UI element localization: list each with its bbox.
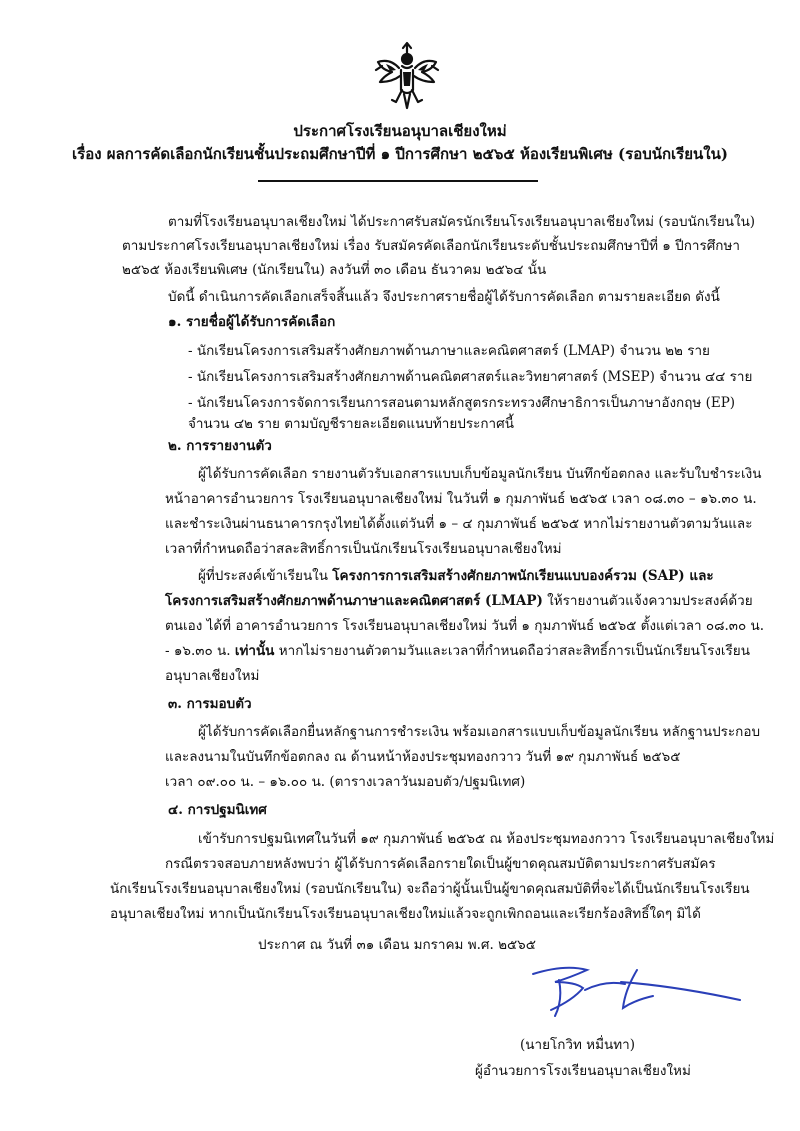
intro-line: ตามประกาศโรงเรียนอนุบาลเชียงใหม่ เรื่อง รับสมัครคัดเลือกนักเรียนระดับชั้นประถมศึกษาปีที่ ๑ ปีการศึกษา [122,238,740,254]
document-subject: เรื่อง ผลการคัดเลือกนักเรียนชั้นประถมศึกษาปีที่ ๑ ปีการศึกษา ๒๕๖๕ ห้องเรียนพิเศษ (รอบนักเรียนใน) [72,145,728,163]
body-line [198,566,714,586]
list-item: - นักเรียนโครงการจัดการเรียนการสอนตามหลักสูตรกระทรวงศึกษาธิการเป็นภาษาอังกฤษ (EP) [188,395,736,411]
body-text: - ๑๖.๓๐ น. [165,643,235,659]
section-heading: ๒. การรายงานตัว [168,438,272,454]
body-line: และลงนามในบันทึกข้อตกลง ณ ด้านหน้าห้องประชุมทองกวาว วันที่ ๑๙ กุมภาพันธ์ ๒๕๖๕ [165,749,681,765]
intro-line: ๒๕๖๕ ห้องเรียนพิเศษ (นักเรียนใน) ลงวันที่ ๓๐ เดือน ธันวาคม ๒๕๖๔ นั้น [122,262,547,278]
title-divider [258,180,538,182]
list-item: - นักเรียนโครงการเสริมสร้างศักยภาพด้านภาษาและคณิตศาสตร์ (LMAP) จำนวน ๒๒ ราย [188,343,710,359]
body-line: หน้าอาคารอำนวยการ โรงเรียนอนุบาลเชียงใหม่ ในวันที่ ๑ กุมภาพันธ์ ๒๕๖๕ เวลา ๐๘.๓๐ – ๑๖.๓๐ น. [165,491,757,507]
garuda-emblem-icon [372,40,442,112]
announcement-date: ประกาศ ณ วันที่ ๓๑ เดือน มกราคม พ.ศ. ๒๕๖๕ [258,937,536,953]
body-line: กรณีตรวจสอบภายหลังพบว่า ผู้ได้รับการคัดเลือกรายใดเป็นผู้ขาดคุณสมบัติตามประกาศรับสมัคร [165,856,716,872]
body-line [165,641,750,661]
body-line: และชำระเงินผ่านธนาคารกรุงไทยได้ตั้งแต่วันที่ ๑ – ๔ กุมภาพันธ์ ๒๕๖๕ หากไม่รายงานตัวตามวันและ [165,516,753,532]
bold-text: โครงการเสริมสร้างศักยภาพด้านภาษาและคณิตศาสตร์ (LMAP) [165,593,543,609]
body-line: ผู้ได้รับการคัดเลือก รายงานตัวรับเอกสารแบบเก็บข้อมูลนักเรียน บันทึกข้อตกลง และรับใบชำระเงิน [198,466,762,482]
document-title: ประกาศโรงเรียนอนุบาลเชียงใหม่ [293,122,507,140]
section-heading: ๔. การปฐมนิเทศ [168,802,267,818]
section-heading: ๓. การมอบตัว [168,696,252,712]
bold-text: โครงการการเสริมสร้างศักยภาพนักเรียนแบบองค์รวม (SAP) และ [332,568,714,584]
body-text: ผู้ที่ประสงค์เข้าเรียนใน [198,568,333,584]
signer-name: (นายโกวิท หมื่นทา) [520,1037,635,1053]
body-line [165,591,753,611]
body-line: เวลาที่กำหนดถือว่าสละสิทธิ์การเป็นนักเรียนโรงเรียนอนุบาลเชียงใหม่ [165,541,562,557]
list-item: - นักเรียนโครงการเสริมสร้างศักยภาพด้านคณิตศาสตร์และวิทยาศาสตร์ (MSEP) จำนวน ๔๔ ราย [188,369,753,385]
body-line: ผู้ได้รับการคัดเลือกยื่นหลักฐานการชำระเงิน พร้อมเอกสารแบบเก็บข้อมูลนักเรียน หลักฐานประกอบ [198,724,761,740]
section-heading: ๑. รายชื่อผู้ได้รับการคัดเลือก [168,314,336,330]
body-line: อนุบาลเชียงใหม่ [165,668,260,684]
body-line: นักเรียนโรงเรียนอนุบาลเชียงใหม่ (รอบนักเรียนใน) จะถือว่าผู้นั้นเป็นผู้ขาดคุณสมบัติที่จะได้เป็นนักเรียนโรงเรียน [110,881,750,897]
intro-line: ตามที่โรงเรียนอนุบาลเชียงใหม่ ได้ประกาศรับสมัครนักเรียนโรงเรียนอนุบาลเชียงใหม่ (รอบนักเรียนใน) [168,214,756,230]
signer-position: ผู้อำนวยการโรงเรียนอนุบาลเชียงใหม่ [475,1063,691,1079]
body-line: เข้ารับการปฐมนิเทศในวันที่ ๑๙ กุมภาพันธ์ ๒๕๖๕ ณ ห้องประชุมทองกวาว โรงเรียนอนุบาลเชียงใหม่ [198,831,775,847]
body-line: อนุบาลเชียงใหม่ หากเป็นนักเรียนโรงเรียนอนุบาลเชียงใหม่แล้วจะถูกเพิกถอนและเรียกร้องสิทธิ์ใดๆ มิได้ [110,906,701,922]
bold-text: เท่านั้น [234,643,275,659]
body-text: ให้รายงานตัวแจ้งความประสงค์ด้วย [542,593,753,609]
signature-mark [525,960,765,1020]
list-item: จำนวน ๔๒ ราย ตามบัญชีรายละเอียดแนบท้ายประกาศนี้ [188,416,514,432]
body-line: ตนเอง ได้ที่ อาคารอำนวยการ โรงเรียนอนุบาลเชียงใหม่ วันที่ ๑ กุมภาพันธ์ ๒๕๖๕ ตั้งแต่เวลา ๐๘.๓๐ น. [165,618,765,634]
body-line: เวลา ๐๙.๐๐ น. – ๑๖.๐๐ น. (ตารางเวลาวันมอบตัว/ปฐมนิเทศ) [165,774,526,790]
body-text: หากไม่รายงานตัวตามวันและเวลาที่กำหนดถือว่าสละสิทธิ์การเป็นนักเรียนโรงเรียน [274,643,750,659]
intro-line: บัดนี้ ดำเนินการคัดเลือกเสร็จสิ้นแล้ว จึงประกาศรายชื่อผู้ได้รับการคัดเลือก ตามรายละเอียด ดังนี้ [168,289,720,305]
